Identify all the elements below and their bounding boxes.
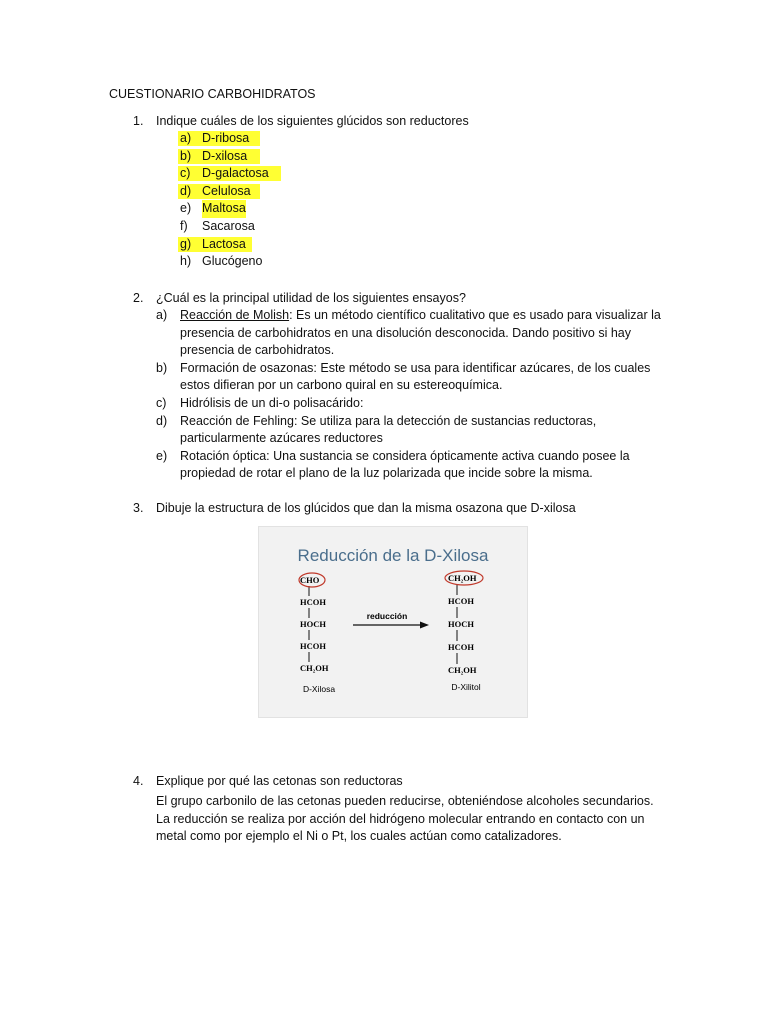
- option-letter: a): [180, 131, 192, 145]
- question-3-text: Dibuje la estructura de los glúcidos que dan la misma osazona que D-xilosa: [156, 501, 576, 515]
- option-name: D-xilosa: [202, 148, 248, 163]
- option-letter: f): [180, 218, 188, 233]
- assay-letter: e): [156, 448, 168, 463]
- arrow-label: reducción: [366, 611, 408, 621]
- option-letter: d): [180, 183, 192, 198]
- question-4-number: 4.: [133, 774, 144, 788]
- option-letter: e): [180, 201, 192, 216]
- assay-letter: a): [156, 308, 168, 322]
- question-4-answer: El grupo carbonilo de las cetonas pueden reducirse, obteniéndose alcoholes secundarios. La reducción se realiza por acción del hidrógeno molecular entrando en contacto con un metal como por ejemplo el Ni o Pt, los cuales actúan como catalizadores.: [156, 794, 654, 844]
- chain-group-label: CHO: [300, 575, 320, 585]
- assay-description: Hidrólisis de un di-o polisacárido:: [180, 395, 364, 410]
- d-xilitol-structure: [445, 571, 483, 675]
- option-letter: b): [180, 148, 192, 163]
- assay-letter: c): [156, 395, 167, 410]
- question-1-text: Indique cuáles de los siguientes glúcidos son reductores: [156, 114, 469, 128]
- assay-description: Reacción de Fehling: Se utiliza para la detección de sustancias reductoras, particularmente azúcares reductores: [180, 413, 597, 446]
- question-3-number: 3.: [133, 501, 144, 515]
- reduction-diagram: [259, 527, 527, 717]
- option-letter: c): [180, 166, 191, 181]
- option-name: Maltosa: [202, 200, 246, 218]
- xylose-reduction-figure: [258, 526, 528, 718]
- chain-group-label: HCOH: [300, 597, 326, 607]
- chain-group-label: CH₂OH: [300, 663, 329, 673]
- assay-description: Formación de osazonas: Este método se usa para identificar azúcares, de los cuales estos difieran por un carbono quiral en su estereoquímica.: [180, 360, 651, 393]
- question-4-text: Explique por qué las cetonas son reductoras: [156, 774, 403, 788]
- assay-term: Reacción de Molish: [180, 308, 290, 322]
- document-title: CUESTIONARIO CARBOHIDRATOS: [109, 87, 316, 101]
- question-1-number: 1.: [133, 114, 144, 128]
- assay-item: [156, 360, 676, 395]
- chain-group-label: HOCH: [448, 619, 474, 629]
- assay-description: Rotación óptica: Una sustancia se considera ópticamente activa cuando posee la propiedad de rotar el plano de la luz polarizada que incide sobre la misma.: [180, 448, 630, 481]
- question-2-items: [156, 307, 676, 483]
- option-name: Glucógeno: [202, 254, 263, 269]
- assay-item: [156, 395, 676, 413]
- option-name: D-ribosa: [202, 131, 250, 145]
- chain-group-label: CH₂OH: [448, 573, 477, 583]
- chain-group-label: HCOH: [300, 641, 326, 651]
- option-letter: g): [180, 236, 192, 251]
- option-name: Celulosa: [202, 183, 251, 198]
- chain-group-label: HCOH: [448, 596, 474, 606]
- assay-item: [156, 448, 676, 483]
- option-name: D-galactosa: [202, 166, 269, 181]
- question-2-number: 2.: [133, 291, 144, 305]
- d-xilosa-structure: [299, 573, 329, 673]
- assay-letter: d): [156, 413, 168, 428]
- option-name: Lactosa: [202, 236, 246, 251]
- option-name: Sacarosa: [202, 218, 255, 233]
- left-compound-name: D-Xilosa: [302, 684, 336, 694]
- chain-group-label: HCOH: [448, 642, 474, 652]
- option-letter: h): [180, 254, 192, 269]
- chain-group-label: HOCH: [300, 619, 326, 629]
- reaction-arrow-head: [420, 622, 429, 629]
- right-compound-name: D-Xilitol: [451, 682, 481, 692]
- assay-letter: b): [156, 360, 168, 375]
- figure-title: Reducción de la D-Xilosa: [297, 546, 489, 565]
- chain-group-label: CH₂OH: [448, 665, 477, 675]
- assay-description: : Es un método científico cualitativo que es usado para visualizar la presencia de carbohidratos en una disolución desconocida. Dando positivo si hay presencia de carbohidratos.: [180, 308, 661, 358]
- assay-item: [156, 307, 676, 360]
- assay-item: [156, 413, 676, 448]
- question-2-text: ¿Cuál es la principal utilidad de los siguientes ensayos?: [156, 291, 466, 305]
